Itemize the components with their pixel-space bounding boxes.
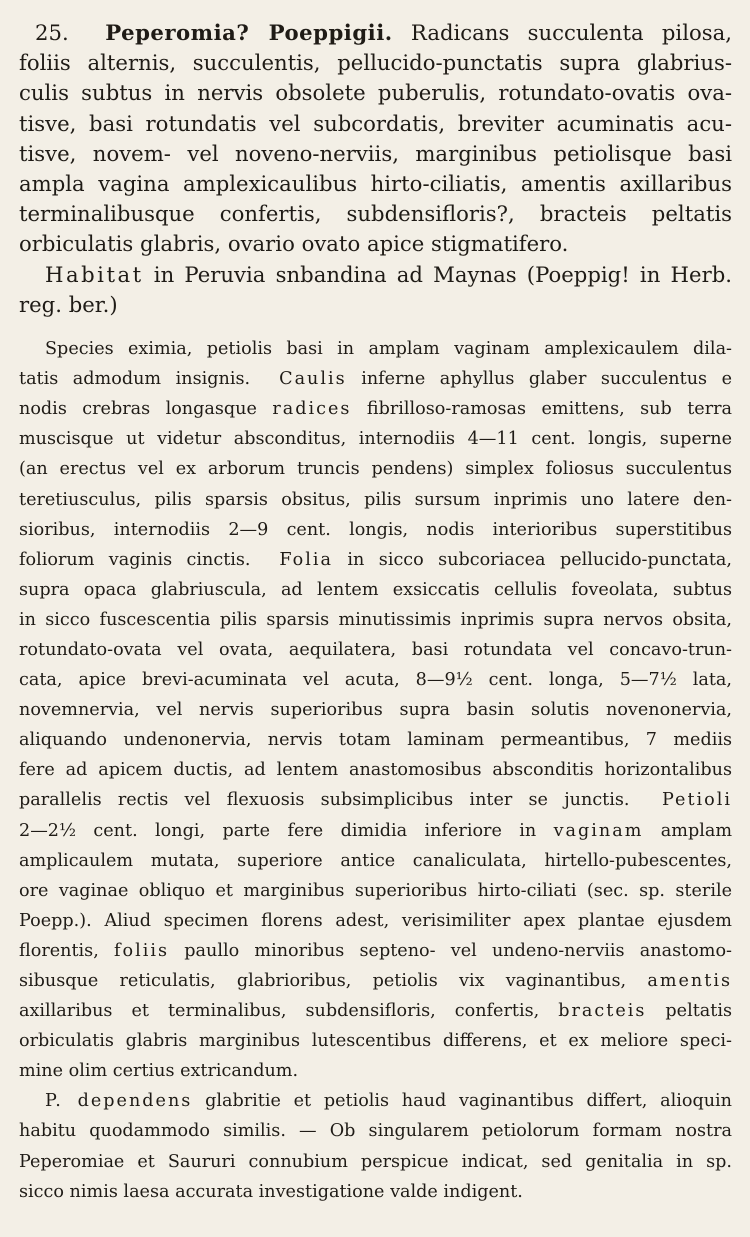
note-line: Peperomiae et Saururi connubium perspicue indicat, sed genitalia in sp. xyxy=(19,1151,732,1172)
habitat-label: Habitat xyxy=(45,261,144,287)
foliis-term: foliis xyxy=(114,940,170,961)
description-line: supra opaca glabriuscula, ad lentem exsiccatis cellulis foveolata, subtus xyxy=(19,579,732,600)
folia-term: Folia xyxy=(279,549,333,570)
description-line: novemnervia, vel nervis superioribus supra basin solutis novenonervia, xyxy=(19,700,732,721)
dependens-name: P. dependens xyxy=(45,1091,193,1112)
diagnosis-line: ampla vagina amplexicaulibus hirto-ciliatis, amentis axillaribus xyxy=(19,171,732,197)
petioli-term: Petioli xyxy=(661,790,732,811)
diagnosis-paragraph xyxy=(19,18,732,260)
diagnosis-line: tisve, basi rotundatis vel subcordatis, breviter acuminatis acu- xyxy=(19,110,732,136)
description-line: sibusque reticulatis, glabrioribus, petiolis vix vaginantibus, amentis xyxy=(19,971,732,991)
description-line: in sicco fuscescentia pilis sparsis minutissimis inprimis supra nervos obsita, xyxy=(19,609,732,630)
description-line: parallelis rectis vel flexuosis subsimplicibus inter se junctis. Petioli xyxy=(19,790,732,811)
description-line: fere ad apicem ductis, ad lentem anastomosibus absconditis horizontalibus xyxy=(19,760,732,781)
description-line: aliquando undenonervia, nervis totam laminam permeantibus, 7 mediis xyxy=(19,730,732,751)
description-line: mine olim certius extricandum. xyxy=(19,1061,299,1082)
description-line: orbiculatis glabris marginibus lutescentibus differens, et ex meliore speci- xyxy=(19,1031,732,1052)
habitat-text: in Peruvia snbandina ad Maynas (Poeppig! in Herb. xyxy=(143,261,732,287)
habitat-line xyxy=(19,260,732,290)
description-line: nodis crebras longasque radices fibrilloso-ramosas emittens, sub terra xyxy=(19,399,732,420)
caulis-term: Caulis xyxy=(279,369,347,390)
description-line: florentis, foliis paullo minoribus septeno- vel undeno-nerviis anastomo- xyxy=(19,940,732,961)
diagnosis-text: Radicans succulenta pilosa, xyxy=(410,20,732,45)
note-line: sicco nimis laesa accurata investigatione valde indigent. xyxy=(19,1181,523,1202)
amentis-term: amentis xyxy=(647,971,732,991)
habitat-line: reg. ber.) xyxy=(19,291,118,317)
description-line: foliorum vaginis cinctis. Folia in sicco subcoriacea pellucido-punctata, xyxy=(19,549,732,570)
diagnosis-line: tisve, novem- vel noveno-nerviis, marginibus petiolisque basi xyxy=(19,140,732,166)
diagnosis-line: terminalibusque confertis, subdensifloris?, bracteis peltatis xyxy=(19,201,732,227)
bracteis-term: bracteis xyxy=(558,1001,647,1022)
description-line: tatis admodum insignis. Caulis inferne aphyllus glaber succulentus e xyxy=(19,369,732,390)
species-name: Peperomia? Poeppigii. xyxy=(105,20,393,45)
vaginam-term: vaginam xyxy=(553,820,644,841)
description-line: 2—2½ cent. longi, parte fere dimidia inferiore in vaginam amplam xyxy=(19,820,732,841)
description-paragraph xyxy=(19,334,732,1086)
habitat-paragraph xyxy=(19,260,732,320)
radices-term: radices xyxy=(272,399,352,420)
diagnosis-line: culis subtus in nervis obsolete puberulis, rotundato-ovatis ova- xyxy=(19,80,732,106)
description-line: rotundato-ovata vel ovata, aequilatera, basi rotundata vel concavo-trun- xyxy=(19,639,732,660)
diagnosis-line: orbiculatis glabris, ovario ovato apice stigmatifero. xyxy=(19,231,569,257)
description-line: axillaribus et terminalibus, subdensifloris, confertis, bracteis peltatis xyxy=(19,1001,732,1022)
description-line: sioribus, internodiis 2—9 cent. longis, nodis interioribus superstitibus xyxy=(19,519,732,540)
description-line: (an erectus vel ex arborum truncis pendens) simplex foliosus succulentus xyxy=(19,459,732,480)
diagnosis-line xyxy=(19,18,732,48)
note-paragraph xyxy=(19,1086,732,1206)
note-line: habitu quodammodo similis. — Ob singularem petiolorum formam nostra xyxy=(19,1121,732,1142)
entry-number: 25. xyxy=(35,20,69,45)
description-line: teretiusculus, pilis sparsis obsitus, pilis sursum inprimis uno latere den- xyxy=(19,489,732,510)
note-line: P. dependens glabritie et petiolis haud vaginantibus differt, alioquin xyxy=(45,1091,732,1112)
description-line: cata, apice brevi-acuminata vel acuta, 8—9½ cent. longa, 5—7½ lata, xyxy=(19,670,732,691)
description-line: Poepp.). Aliud specimen florens adest, verisimiliter apex plantae ejusdem xyxy=(19,910,732,931)
description-line: muscisque ut videtur absconditus, internodiis 4—11 cent. longis, superne xyxy=(19,429,732,450)
description-line: ore vaginae obliquo et marginibus superioribus hirto-ciliati (sec. sp. sterile xyxy=(19,880,732,901)
description-line: Species eximia, petiolis basi in amplam vaginam amplexicaulem dila- xyxy=(45,339,732,360)
diagnosis-line: foliis alternis, succulentis, pellucido-punctatis supra glabrius- xyxy=(19,50,732,76)
description-line: amplicaulem mutata, superiore antice canaliculata, hirtello-pubescentes, xyxy=(19,850,732,871)
